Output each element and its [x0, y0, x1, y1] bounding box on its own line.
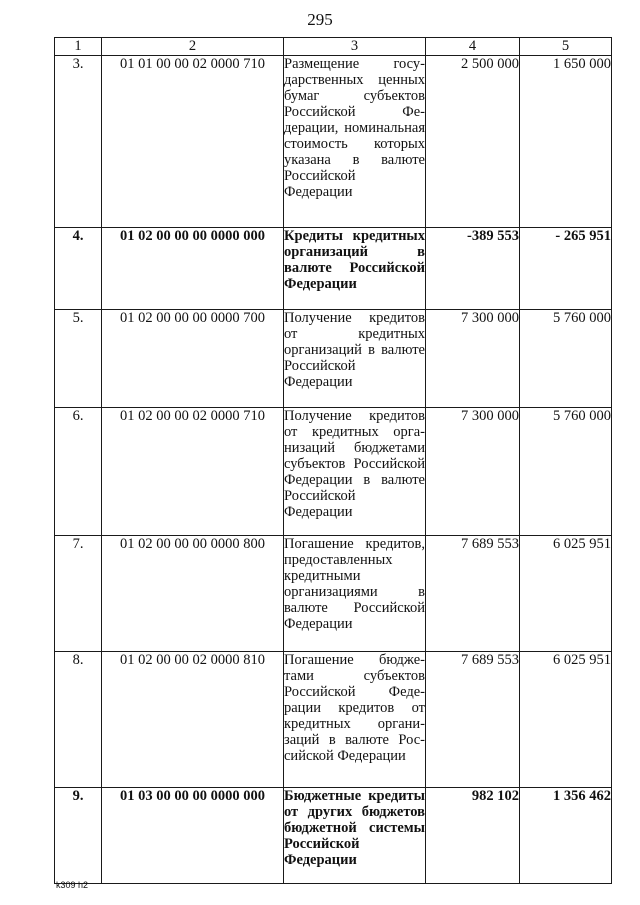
- table-row: [55, 536, 612, 652]
- value-col4: 982 102: [426, 788, 520, 884]
- row-number: 3.: [55, 56, 102, 228]
- value-col4: 7 689 553: [426, 652, 520, 788]
- page-number: 295: [307, 10, 333, 29]
- value-col4: 7 689 553: [426, 536, 520, 652]
- row-number: 5.: [55, 310, 102, 408]
- table-row: [55, 310, 612, 408]
- table-header-row: [55, 38, 612, 56]
- budget-code: 01 02 00 00 02 0000 810: [102, 652, 284, 788]
- row-description: Получение кредитов от кредитных организаций в валюте Российской Федерации: [284, 310, 426, 408]
- column-header: 2: [102, 38, 284, 56]
- document-footer-code: k309 h2: [56, 880, 89, 890]
- value-col4: 2 500 000: [426, 56, 520, 228]
- row-description: Погашение кредитов, предоставленных кредитными организациями в валюте Российской Федерации: [284, 536, 426, 652]
- column-header: 3: [284, 38, 426, 56]
- row-number: 8.: [55, 652, 102, 788]
- row-description: Размещение государственных ценных бумаг субъектов Российской Федерации, номинальная стоимость которых указана в валюте Российской Федерации: [284, 56, 426, 228]
- row-number: 6.: [55, 408, 102, 536]
- budget-code: 01 03 00 00 00 0000 000: [102, 788, 284, 884]
- column-header: 1: [55, 38, 102, 56]
- value-col5: 1 650 000: [520, 56, 612, 228]
- budget-code: 01 02 00 00 00 0000 800: [102, 536, 284, 652]
- table-row: [55, 228, 612, 310]
- column-header: 5: [520, 38, 612, 56]
- value-col4: -389 553: [426, 228, 520, 310]
- row-description: Бюджетные кредиты от других бюджетов бюджетной системы Российской Федерации: [284, 788, 426, 884]
- table-row: [55, 408, 612, 536]
- value-col5: 5 760 000: [520, 408, 612, 536]
- row-number: 7.: [55, 536, 102, 652]
- value-col5: 6 025 951: [520, 652, 612, 788]
- budget-code: 01 02 00 00 00 0000 000: [102, 228, 284, 310]
- value-col4: 7 300 000: [426, 408, 520, 536]
- table-row: [55, 56, 612, 228]
- budget-code: 01 01 00 00 02 0000 710: [102, 56, 284, 228]
- row-description: Погашение бюджетами субъектов Российской Федерации кредитов от кредитных организаций в валюте Российской Федерации: [284, 652, 426, 788]
- value-col5: - 265 951: [520, 228, 612, 310]
- row-description: Кредиты кредитных организаций в валюте Российской Федерации: [284, 228, 426, 310]
- column-header: 4: [426, 38, 520, 56]
- value-col5: 1 356 462: [520, 788, 612, 884]
- table-row: [55, 652, 612, 788]
- row-number: 9.: [55, 788, 102, 884]
- table-row: [55, 788, 612, 884]
- row-description: Получение кредитов от кредитных организаций бюджетами субъектов Российской Федерации в валюте Российской Федерации: [284, 408, 426, 536]
- row-number: 4.: [55, 228, 102, 310]
- value-col5: 6 025 951: [520, 536, 612, 652]
- value-col5: 5 760 000: [520, 310, 612, 408]
- value-col4: 7 300 000: [426, 310, 520, 408]
- budget-sources-table: [54, 37, 612, 884]
- budget-code: 01 02 00 00 02 0000 710: [102, 408, 284, 536]
- budget-code: 01 02 00 00 00 0000 700: [102, 310, 284, 408]
